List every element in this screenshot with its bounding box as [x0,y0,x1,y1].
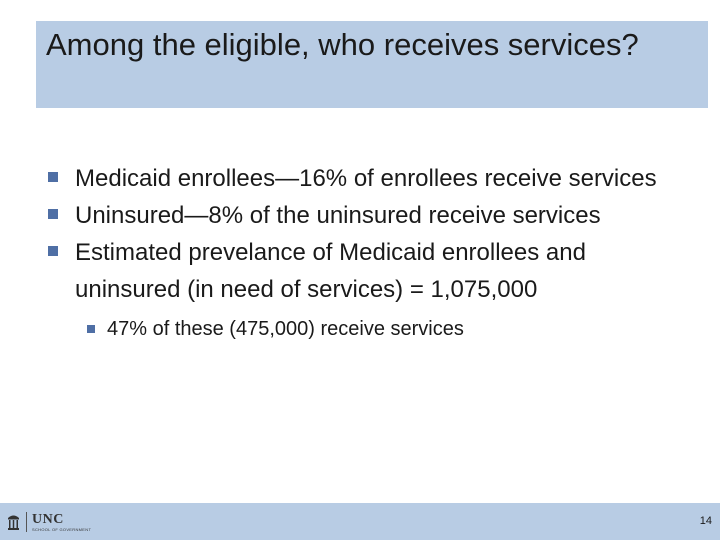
bullet-text: Uninsured—8% of the uninsured receive services [75,202,601,229]
title-banner [36,21,708,108]
square-bullet-icon [48,246,58,256]
logo-wordmark [32,513,91,532]
sub-bullet-text: 47% of these (475,000) receive services [107,318,464,340]
footer-bar [0,503,720,540]
square-bullet-icon [87,325,95,333]
bullet-text: Medicaid enrollees—16% of enrollees receive services [75,165,657,192]
page-number: 14 [699,515,712,527]
bullet-text: Estimated prevelance of Medicaid enrollees and uninsured (in need of services) = 1,075,000 [75,239,586,303]
bullet-item [48,234,698,308]
logo-divider [26,512,27,532]
logo-main-text: UNC [32,511,64,527]
bullet-item [48,160,698,197]
bullet-item [48,197,698,234]
sub-bullet-item [87,314,698,344]
square-bullet-icon [48,172,58,182]
logo-sub-text: SCHOOL OF GOVERNMENT [32,526,92,532]
square-bullet-icon [48,209,58,219]
old-well-icon [7,513,20,531]
unc-logo [7,511,91,533]
bullet-list [48,160,698,344]
slide-title: Among the eligible, who receives services? [46,27,639,62]
